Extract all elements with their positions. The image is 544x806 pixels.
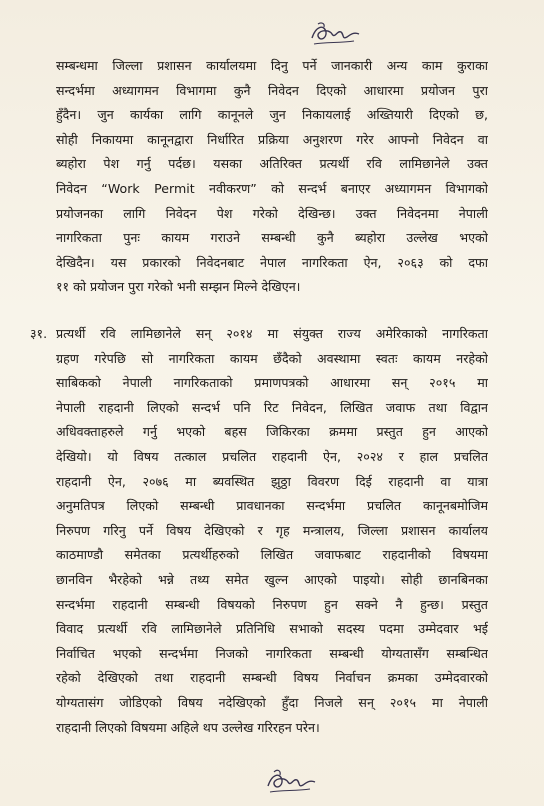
text-line: ११ को प्रयोजन पुरा गरेको भनी सम्झन मिल्ने देखिएन। [56,279,301,295]
text-line: प्रयोजनका लागि निवेदन पेश गरेको देखिन्छ। उक्त निवेदनमा नेपाली [56,205,488,221]
text-line: राहदानी लिएको विषयमा अहिले थप उल्लेख गरिरहन परेन। [56,719,320,735]
text-line: नागरिकता पुनः कायम गराउने सम्बन्धी कुनै ब्यहोरा उल्लेख भएको [56,230,488,246]
text-line [30,322,488,347]
text-line: देखिदैन। यस प्रकारको निवेदनबाट नेपाल नागरिकता ऐन, २०६३ को दफा [56,254,488,270]
text-line: सन्दर्भमा राहदानी सम्बन्धी विषयको निरुपण हुन सक्ने नै हुन्छ। प्रस्तुत [56,596,488,612]
paragraph-number: ३१. [30,326,48,341]
text-line: हुँदैन। जुन कार्यका लागि कानूनले जुन निकायलाई अख्तियारी दिएको छ, [56,107,488,123]
text-line: निवेदन “Work Permit नवीकरण” को सन्दर्भ बनाएर अध्यागमन विभागको [56,180,488,196]
text-line: रहेको देखिएको तथा राहदानी सम्बन्धी विषय निर्वाचन क्रमका उम्मेदवारको [56,670,488,686]
paragraph-continuation [56,54,488,300]
text-line: सम्बन्धमा जिल्ला प्रशासन कार्यालयमा दिनु पर्ने जानकारी अन्य काम कुराका [56,58,488,73]
text-line: अनुमतिपत्र लिएको सम्बन्धी प्रावधानका सन्दर्भमा प्रचलित कानूनबमोजिम [56,498,488,514]
signature-bottom-icon [262,766,320,796]
text-line: छानविन भैरहेको भन्ने तथ्य समेत खुल्न आएको पाइयो। सोही छानबिनका [56,571,488,587]
text-line: सन्दर्भमा अध्यागमन विभागमा कुनै निवेदन दिएको आधारमा प्रयोजन पुरा [56,82,488,98]
paragraph-31 [30,322,488,740]
text-line: सोही निकायमा कानूनद्वारा निर्धारित प्रक्रिया अनुशरण गरेर आफ्नो निवेदन वा [56,131,488,147]
text-line-content: प्रत्यर्थी रवि लामिछानेले सन् २०१४ मा संयुक्त राज्य अमेरिकाको नागरिकता [56,326,488,341]
text-line: योग्यतासंग जोडिएको विषय नदेखिएको हुँदा निजले सन् २०१५ मा नेपाली [56,694,488,710]
text-line: अधिवक्ताहरुले गर्नु भएको बहस जिकिरका क्रममा प्रस्तुत हुन आएको [56,424,488,440]
text-line: देखियो। यो विषय तत्काल प्रचलित राहदानी ऐन, २०२४ र हाल प्रचलित [56,448,488,464]
text-line: राहदानी ऐन, २०७६ मा ब्यवस्थित झुठ्ठा विवरण दिई राहदानी वा यात्रा [56,473,488,489]
text-line: नेपाली राहदानी लिएको सन्दर्भ पनि रिट निवेदन, लिखित जवाफ तथा विद्वान [56,399,488,415]
text-line: साबिकको नेपाली नागरिकताको प्रमाणपत्रको आधारमा सन् २०१५ मा [56,375,488,391]
text-line: विवाद प्रत्यर्थी रवि लामिछानेले प्रतिनिधि सभाको सदस्य पदमा उम्मेदवार भई [56,621,488,637]
text-line: निरुपण गरिनु पर्ने विषय देखिएको र गृह मन्त्रालय, जिल्ला प्रशासन कार्यालय [56,522,488,538]
text-line: काठमाण्डौ समेतका प्रत्यर्थीहरुको लिखित जवाफबाट राहदानीको विषयमा [56,547,488,563]
signature-top-icon [306,20,364,50]
text-line: ब्यहोरा पेश गर्नु पर्दछ। यसका अतिरिक्त प्रत्यर्थी रवि लामिछानेले उक्त [56,156,488,172]
text-line: ग्रहण गरेपछि सो नागरिकता कायम छँदैको अवस्थामा स्वतः कायम नरहेको [56,350,488,366]
text-line: निर्वाचित भएको सन्दर्भमा निजको नागरिकता सम्बन्धी योग्यतासँग सम्बन्धित [56,645,488,661]
